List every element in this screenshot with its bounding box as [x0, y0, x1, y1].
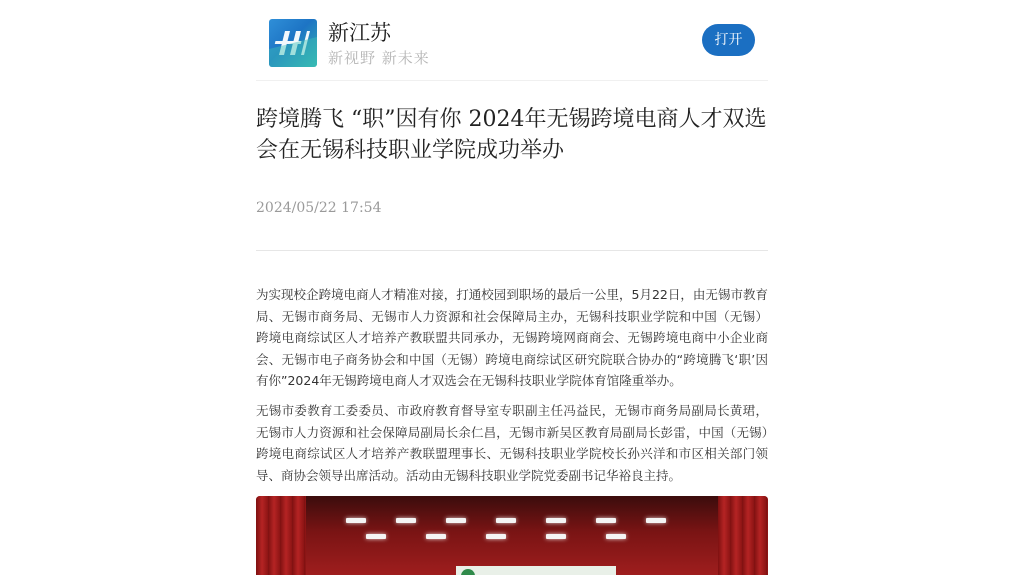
app-slogan: 新视野 新未来	[328, 49, 430, 67]
app-name: 新江苏	[328, 21, 391, 45]
article-title: 跨境腾飞 “职”因有你 2024年无锡跨境电商人才双选会在无锡科技职业学院成功举办	[256, 107, 767, 163]
stage-light	[426, 534, 446, 539]
stage-light	[596, 518, 616, 523]
publish-time: 2024/05/22 17:54	[256, 200, 382, 216]
app-header	[256, 0, 768, 81]
open-app-button[interactable]: 打开	[702, 24, 755, 56]
article-paragraph: 为实现校企跨境电商人才精准对接，打通校园到职场的最后一公里，5月22日，由无锡市教育局、无锡市商务局、无锡市人力资源和社会保障局主办，无锡科技职业学院和中国（无锡）跨境电商综试区人才培养产教联盟共同承办，无锡跨境网商商会、无锡跨境电商中小企业商会、无锡市电子商务协会和中国（无锡）跨境电商综试区研究院联合协办的“跨境腾飞‘职’因有你”2024年无锡跨境电商人才双选会在无锡科技职业学院体育馆隆重举办。	[256, 287, 768, 389]
article-paragraph: 无锡市委教育工委委员、市政府教育督导室专职副主任冯益民，无锡市商务局副局长黄珺，无锡市人力资源和社会保障局副局长余仁昌，无锡市新吴区教育局副局长彭雷，中国（无锡）跨境电商综试区人才培养产教联盟理事长、无锡科技职业学院校长孙兴洋和市区相关部门领导、商协会领导出席活动。活动由无锡科技职业学院党委副书记华裕良主持。	[256, 403, 768, 483]
stage-light	[496, 518, 516, 523]
article-column	[256, 0, 768, 575]
xinjiangsu-logo-icon	[269, 19, 317, 67]
stage-light	[396, 518, 416, 523]
divider	[256, 250, 768, 251]
stage-banner	[456, 566, 616, 575]
stage-light	[546, 534, 566, 539]
stage-light	[346, 518, 366, 523]
stage-light	[366, 534, 386, 539]
stage-light	[606, 534, 626, 539]
stage-light	[646, 518, 666, 523]
article-photo[interactable]	[256, 496, 768, 575]
curtain-left	[256, 496, 306, 575]
stage-light	[486, 534, 506, 539]
curtain-right	[718, 496, 768, 575]
stage-light	[446, 518, 466, 523]
stage-light	[546, 518, 566, 523]
